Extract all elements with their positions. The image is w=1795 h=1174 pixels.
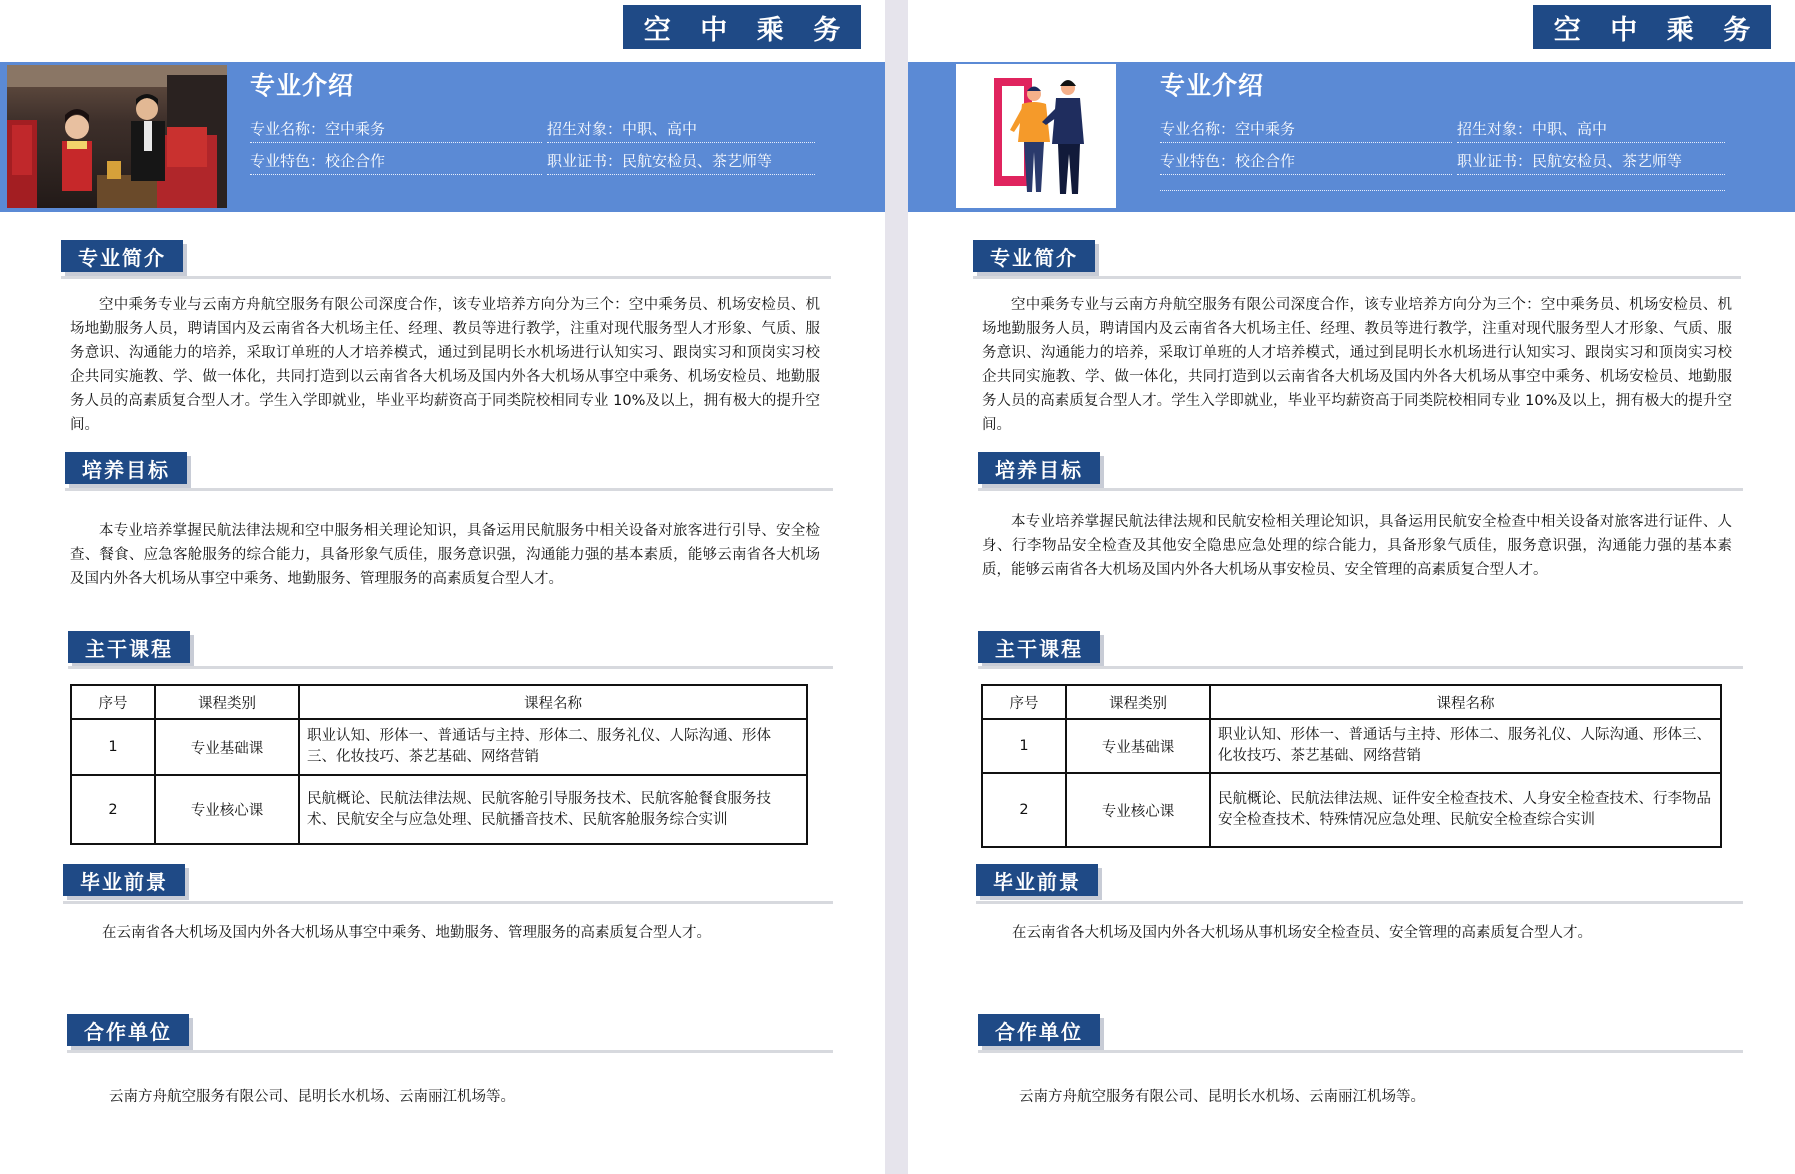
- intro-title: 专业介绍: [1160, 71, 1265, 100]
- major-feature: 专业特色：校企合作: [250, 148, 542, 175]
- col-no: 序号: [71, 685, 155, 719]
- section-divider: [65, 488, 833, 491]
- intro-title: 专业介绍: [250, 71, 355, 100]
- col-no: 序号: [982, 685, 1066, 719]
- intro-text: 空中乘务专业与云南方舟航空服务有限公司深度合作，该专业培养方向分为三个：空中乘务员、机场安检员、机场地勤服务人员，聘请国内及云南省各大机场主任、经理、教员等进行教学，注重对现代服务型人才形象、气质、服务意识、沟通能力的培养，采取订单班的人才培养模式，通过到昆明长水机场进行认知实习、跟岗实习和顶岗实习校企共同实施教、学、做一体化，共同打造到以云南省各大机场及国内外各大机场从事空中乘务、机场安检员、地勤服务人员的高素质复合型人才。学生入学即就业，毕业平均薪资高于同类院校相同专业 10%及以上，拥有极大的提升空间。: [982, 297, 1732, 433]
- section-divider: [978, 488, 1743, 491]
- section-intro-heading: 专业简介: [61, 240, 183, 272]
- major-name: 专业名称：空中乘务: [1160, 116, 1452, 143]
- badge-char: 乘: [756, 14, 784, 46]
- col-name: 课程名称: [299, 685, 807, 719]
- col-type: 课程类别: [155, 685, 299, 719]
- row-type: 专业核心课: [155, 775, 299, 844]
- major-name: 专业名称：空中乘务: [250, 116, 542, 143]
- col-name: 课程名称: [1210, 685, 1721, 719]
- course-table: [981, 684, 1722, 848]
- row-name: 职业认知、形体一、普通话与主持、形体二、服务礼仪、人际沟通、形体三、化妆技巧、茶艺基础、网络营销: [299, 719, 807, 775]
- section-career-heading: 毕业前景: [63, 864, 185, 896]
- course-table: [70, 684, 808, 845]
- badge-char: 中: [700, 14, 728, 46]
- section-divider: [61, 276, 831, 279]
- cabin-crew-photo: [7, 65, 227, 208]
- section-divider: [68, 666, 833, 669]
- row-no: 1: [982, 719, 1066, 773]
- intro-paragraph: [982, 293, 1732, 437]
- table-header-row: [71, 685, 807, 719]
- section-course-heading: 主干课程: [68, 631, 190, 663]
- badge-char: 务: [1723, 14, 1751, 46]
- section-divider: [978, 1050, 1743, 1053]
- table-row: [982, 719, 1721, 773]
- certificate: 职业证书：民航安检员、茶艺师等: [547, 148, 815, 175]
- table-row: [71, 775, 807, 844]
- section-divider: [978, 666, 1743, 669]
- section-divider: [67, 1050, 833, 1053]
- row-type: 专业基础课: [155, 719, 299, 775]
- major-badge: [623, 5, 861, 49]
- badge-char: 务: [813, 14, 841, 46]
- badge-char: 中: [1610, 14, 1638, 46]
- section-divider: [973, 276, 1741, 279]
- row-name: 民航概论、民航法律法规、民航客舱引导服务技术、民航客舱餐食服务技术、民航安全与应急处理、民航播音技术、民航客舱服务综合实训: [299, 775, 807, 844]
- major-feature: 专业特色：校企合作: [1160, 148, 1452, 175]
- badge-char: 空: [1553, 14, 1581, 46]
- page-flight-attendant: [0, 0, 885, 1174]
- section-career-heading: 毕业前景: [976, 864, 1098, 896]
- row-name: 民航概论、民航法律法规、证件安全检查技术、人身安全检查技术、行李物品安全检查技术、特殊情况应急处理、民航安全检查综合实训: [1210, 773, 1721, 847]
- enroll-target: 招生对象：中职、高中: [1457, 116, 1725, 143]
- career-text: 在云南省各大机场及国内外各大机场从事空中乘务、地勤服务、管理服务的高素质复合型人才。: [102, 925, 711, 941]
- table-row: [982, 773, 1721, 847]
- info-divider: [1160, 164, 1725, 191]
- certificate: 职业证书：民航安检员、茶艺师等: [1457, 148, 1725, 175]
- partner-text: 云南方舟航空服务有限公司、昆明长水机场、云南丽江机场等。: [1019, 1089, 1425, 1105]
- row-no: 1: [71, 719, 155, 775]
- intro-text: 空中乘务专业与云南方舟航空服务有限公司深度合作，该专业培养方向分为三个：空中乘务员、机场安检员、机场地勤服务人员，聘请国内及云南省各大机场主任、经理、教员等进行教学，注重对现代服务型人才形象、气质、服务意识、沟通能力的培养，采取订单班的人才培养模式，通过到昆明长水机场进行认知实习、跟岗实习和顶岗实习校企共同实施教、学、做一体化，共同打造到以云南省各大机场及国内外各大机场从事空中乘务、机场安检员、地勤服务人员的高素质复合型人才。学生入学即就业，毕业平均薪资高于同类院校相同专业 10%及以上，拥有极大的提升空间。: [70, 297, 820, 433]
- enroll-target: 招生对象：中职、高中: [547, 116, 815, 143]
- intro-paragraph: [70, 293, 820, 437]
- table-row: [71, 719, 807, 775]
- major-badge: [1533, 5, 1771, 49]
- row-no: 2: [71, 775, 155, 844]
- table-header-row: [982, 685, 1721, 719]
- page-aviation-security: [908, 0, 1795, 1174]
- section-partner-heading: 合作单位: [978, 1014, 1100, 1046]
- goal-paragraph: [982, 510, 1732, 582]
- section-course-heading: 主干课程: [978, 631, 1100, 663]
- goal-paragraph: [70, 519, 820, 591]
- goal-text: 本专业培养掌握民航法律法规和空中服务相关理论知识，具备运用民航服务中相关设备对旅客进行引导、安全检查、餐食、应急客舱服务的综合能力，具备形象气质佳，服务意识强，沟通能力强的基本素质，能够云南省各大机场及国内外各大机场从事空中乘务、地勤服务、管理服务的高素质复合型人才。: [70, 523, 820, 587]
- row-name: 职业认知、形体一、普通话与主持、形体二、服务礼仪、人际沟通、形体三、化妆技巧、茶艺基础、网络营销: [1210, 719, 1721, 773]
- partner-text: 云南方舟航空服务有限公司、昆明长水机场、云南丽江机场等。: [109, 1089, 515, 1105]
- goal-text: 本专业培养掌握民航法律法规和民航安检相关理论知识，具备运用民航安全检查中相关设备对旅客进行证件、人身、行李物品安全检查及其他安全隐患应急处理的综合能力，具备形象气质佳，服务意识强，沟通能力强的基本素质，能够云南省各大机场及国内外各大机场从事安检员、安全管理的高素质复合型人才。: [982, 514, 1732, 578]
- section-divider: [63, 901, 833, 904]
- badge-char: 乘: [1666, 14, 1694, 46]
- badge-char: 空: [643, 14, 671, 46]
- row-type: 专业基础课: [1066, 719, 1210, 773]
- col-type: 课程类别: [1066, 685, 1210, 719]
- security-check-illustration: [956, 64, 1116, 208]
- section-goal-heading: 培养目标: [65, 452, 187, 484]
- section-divider: [976, 901, 1743, 904]
- section-partner-heading: 合作单位: [67, 1014, 189, 1046]
- section-goal-heading: 培养目标: [978, 452, 1100, 484]
- section-intro-heading: 专业简介: [973, 240, 1095, 272]
- career-text: 在云南省各大机场及国内外各大机场从事机场安全检查员、安全管理的高素质复合型人才。: [1012, 925, 1592, 941]
- row-no: 2: [982, 773, 1066, 847]
- row-type: 专业核心课: [1066, 773, 1210, 847]
